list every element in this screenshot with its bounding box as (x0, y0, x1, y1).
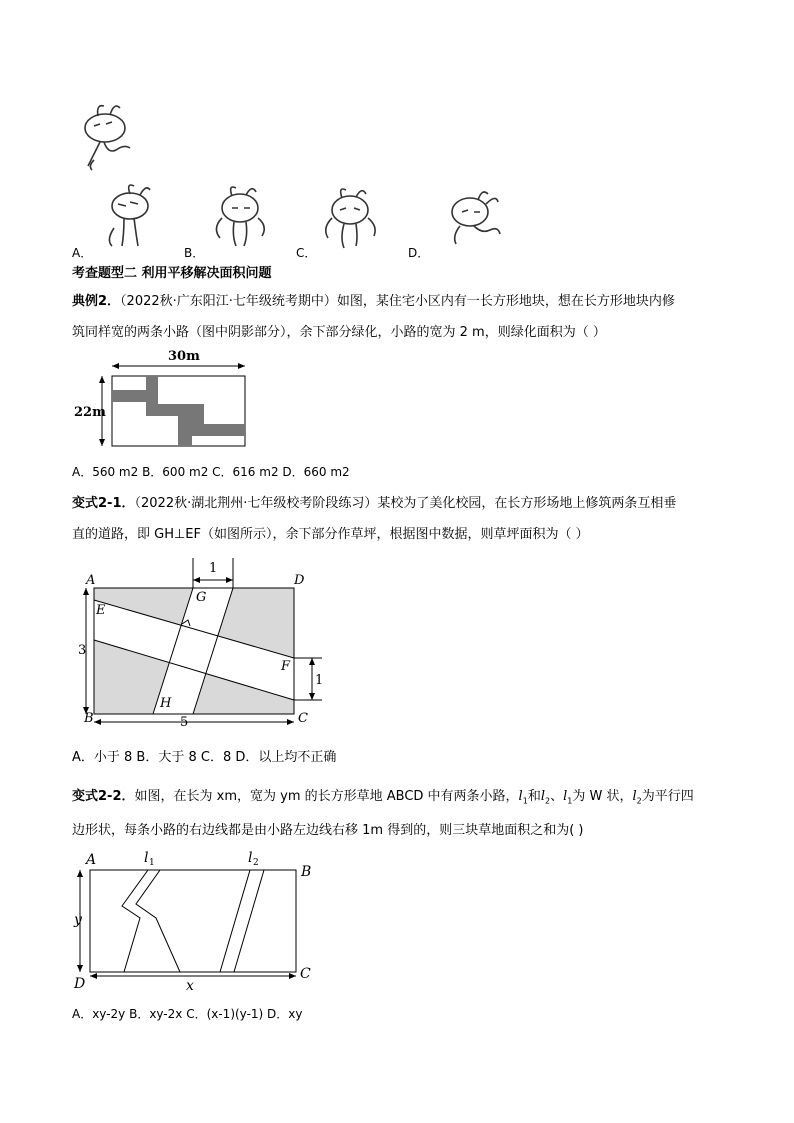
v21-label-b: B (84, 711, 94, 726)
v21-top-length: 1 (209, 561, 218, 576)
v22-label-y: y (74, 912, 82, 928)
option-a-rabbit (100, 184, 160, 254)
v22-wei: 为 W 状， (572, 789, 633, 804)
v22-l2-sub: 2 (545, 796, 551, 806)
v22-label-l2: l (248, 850, 253, 866)
v21-right-length: 1 (315, 673, 324, 688)
v22-l2b: l (632, 789, 637, 804)
v22-l1: l (518, 789, 523, 804)
variant21-options: A．小于 8 B．大于 8 C．8 D．以上均不正确 (72, 750, 337, 765)
v21-label-a: A (86, 573, 96, 588)
option-a-label: A． (72, 246, 93, 260)
v22-label-l1-sub: 1 (149, 858, 155, 868)
v22-label-b: B (301, 864, 312, 880)
variant22-line1 (72, 787, 694, 812)
example2-line2: 筑同样宽的两条小路（图中阴影部分），余下部分绿化，小路的宽为 2 m，则绿化面积为（ ） (72, 325, 606, 340)
option-d-rabbit (438, 190, 508, 260)
option-c-label: C． (296, 246, 317, 260)
variant22-figure (74, 848, 334, 998)
example2-text1: （2022秋·广东阳江·七年级统考期中）如图，某住宅小区内有一长方形地块，想在长方形地块内修 (120, 294, 675, 309)
variant21-prefix: 变式2-1． (72, 496, 135, 511)
variant21-figure (76, 558, 336, 738)
variant22-options: A．xy-2y B．xy-2x C．(x-1)(y-1) D．xy (72, 1007, 303, 1021)
v22-label-x: x (186, 978, 194, 994)
v22-l1-sub: 1 (522, 796, 528, 806)
v21-label-f: F (281, 659, 291, 674)
option-b-rabbit (206, 186, 276, 256)
variant22-line2: 边形状，每条小路的右边线都是由小路左边线右移 1m 得到的，则三块草地面积之和为( ) (72, 823, 584, 838)
example2-figure (74, 348, 274, 458)
v21-label-c: C (298, 711, 308, 726)
variant22-prefix: 变式2-2． (72, 789, 135, 804)
example2-prefix: 典例2． (72, 294, 121, 309)
question-rabbit-figure (70, 100, 210, 180)
v21-label-h: H (160, 696, 172, 711)
v21-label-e: E (96, 603, 106, 618)
v22-l1b-sub: 1 (567, 796, 573, 806)
section-title: 考查题型二 利用平移解决面积问题 (72, 266, 272, 281)
example2-options: A．560 m2 B．600 m2 C．616 m2 D．660 m2 (72, 465, 350, 479)
v21-label-g: G (196, 590, 207, 605)
v22-label-l2-sub: 2 (253, 858, 259, 868)
variant21-line1 (72, 494, 676, 514)
v22-label-a: A (86, 852, 97, 868)
variant21-line2: 直的道路，即 GH⊥EF（如图所示），余下部分作草坪，根据图中数据，则草坪面积为（ ） (72, 527, 589, 542)
v22-l2b-sub: 2 (636, 796, 642, 806)
option-b-label: B． (184, 246, 205, 260)
v22-l2: l (540, 789, 545, 804)
option-d-label: D． (408, 246, 430, 260)
v22-l1b: l (563, 789, 568, 804)
example2-line1 (72, 292, 675, 312)
v22-label-l1: l (144, 850, 149, 866)
v21-bottom-length: 5 (180, 715, 189, 730)
v22-he: 和 (527, 789, 541, 804)
v21-left-length: 3 (78, 643, 87, 658)
v22-label-d: D (74, 976, 86, 992)
variant21-text1: （2022秋·湖北荆州·七年级校考阶段练习）某校为了美化校园，在长方形场地上修筑两条互相垂 (134, 496, 677, 511)
variant22-text1a: 如图，在长为 xm，宽为 ym 的长方形草地 ABCD 中有两条小路， (134, 789, 519, 804)
v22-dun: 、 (550, 789, 564, 804)
example2-width-label: 30m (168, 349, 200, 364)
v22-label-c: C (300, 966, 311, 982)
example2-height-label: 22m (74, 405, 106, 420)
variant22-text1b: 为平行四 (641, 789, 694, 804)
v21-label-d: D (294, 573, 305, 588)
option-c-rabbit (316, 188, 386, 258)
